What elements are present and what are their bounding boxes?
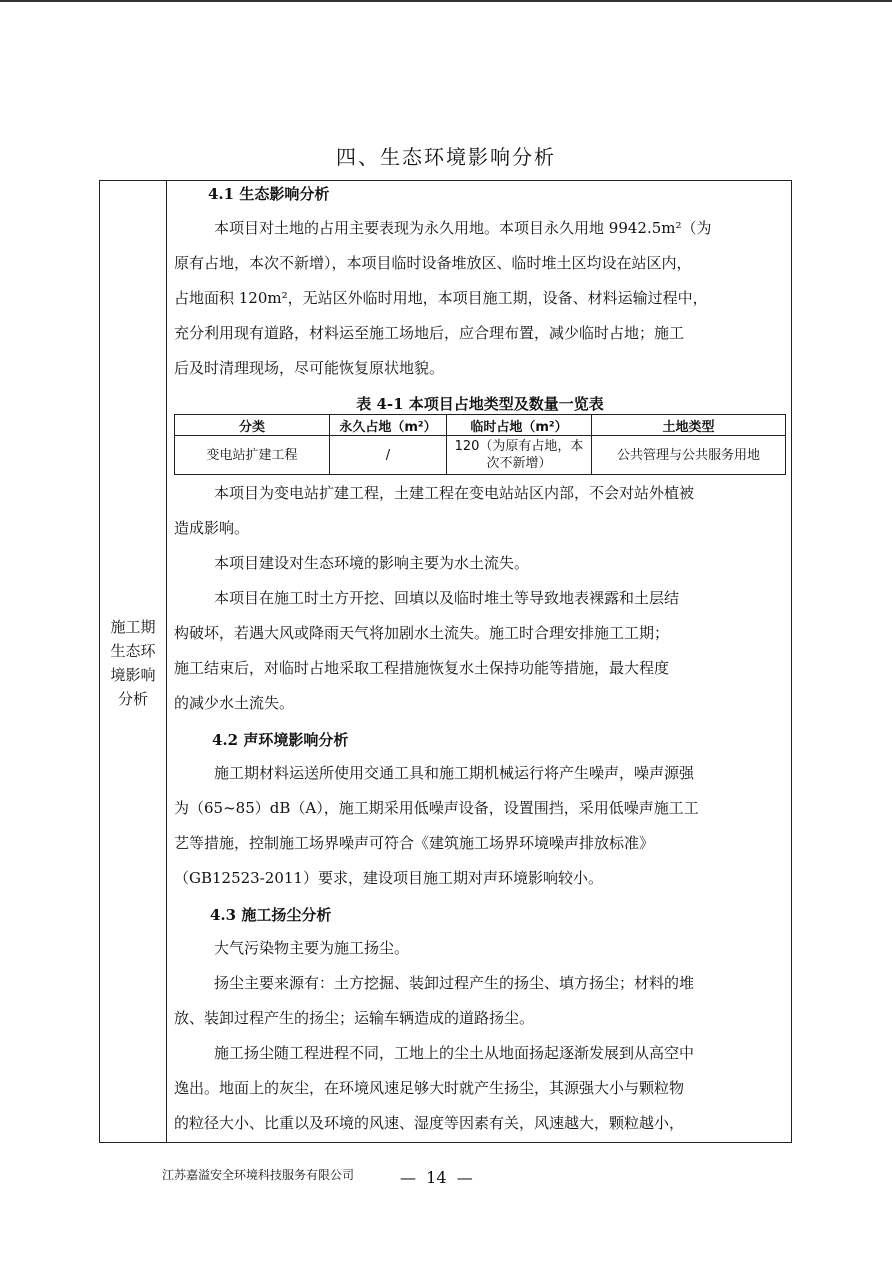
table-cell: 变电站扩建工程 [175,436,330,475]
text-line: 本项目对土地的占用主要表现为永久用地。本项目永久用地 9942.5m²（为 [214,219,712,237]
table-header-cell: 临时占地（m²） [447,415,592,436]
column-divider [166,181,167,1142]
analysis-table-frame [99,180,792,1143]
text-line: 原有占地，本次不新增），本项目临时设备堆放区、临时堆土区均设在站区内， [174,254,692,272]
table-header-row [175,415,786,436]
section-heading-4-3: 4.3 施工扬尘分析 [210,906,332,924]
paragraph-land-use [174,211,786,386]
text-line: 本项目建设对生态环境的影响主要为水土流失。 [214,554,530,572]
table-caption: 表 4-1 本项目占地类型及数量一览表 [356,395,604,413]
text-line: 施工扬尘随工程进程不同，工地上的尘土从地面扬起逐渐发展到从高空中 [214,1044,695,1062]
paragraph-dust-factors [174,1036,786,1141]
text-line: 施工期材料运送所使用交通工具和施工期机械运行将产生噪声，噪声源强 [214,764,695,782]
text-line: 的减少水土流失。 [174,694,295,712]
text-line: 占地面积 120m²，无站区外临时用地，本项目施工期，设备、材料运输过程中， [174,289,708,307]
side-label-line: 生态环 [110,642,156,660]
table-row [175,436,786,475]
table-header-cell: 土地类型 [592,415,786,436]
table-header-cell: 分类 [175,415,330,436]
table-cell: 120（为原有占地，本次不新增） [447,436,592,475]
text-line: 大气污染物主要为施工扬尘。 [214,939,410,957]
side-label-line: 境影响 [110,666,156,684]
text-line: 逸出。地面上的灰尘，在环境风速足够大时就产生扬尘，其源强大小与颗粒物 [174,1079,685,1097]
paragraph-dust-intro [174,931,786,966]
page-title: 四、生态环境影响分析 [336,145,556,170]
table-cell: 公共管理与公共服务用地 [592,436,786,475]
footer-company: 江苏嘉溢安全环境科技服务有限公司 [162,1168,355,1182]
text-line: 扬尘主要来源有：土方挖掘、装卸过程产生的扬尘、填方扬尘；材料的堆 [214,974,695,992]
paragraph-construction-measures [174,581,786,721]
text-line: 后及时清理现场，尽可能恢复原状地貌。 [174,359,445,377]
paragraph-noise [174,756,786,896]
paragraph-soil-erosion [174,546,786,581]
side-label-line: 分析 [117,690,148,708]
section-heading-4-2: 4.2 声环境影响分析 [212,731,349,749]
text-line: 的粒径大小、比重以及环境的风速、湿度等因素有关，风速越大，颗粒越小， [174,1114,685,1132]
section-heading-4-1: 4.1 生态影响分析 [208,185,330,203]
table-header-cell: 永久占地（m²） [330,415,447,436]
land-use-table [174,414,786,475]
text-line: 构破坏，若遇大风或降雨天气将加剧水土流失。施工时合理安排施工工期； [174,624,670,642]
paragraph-substation [174,476,786,546]
side-label-line: 施工期 [110,618,156,636]
text-line: 本项目在施工时土方开挖、回填以及临时堆土等导致地表裸露和土层结 [214,589,680,607]
top-rule [0,0,892,2]
text-line: 本项目为变电站扩建工程，土建工程在变电站站区内部，不会对站外植被 [214,484,695,502]
page-number: — 14 — [400,1168,473,1187]
table-cell: / [330,436,447,475]
paragraph-dust-sources [174,966,786,1036]
text-line: 艺等措施，控制施工场界噪声可符合《建筑施工场界环境噪声排放标准》 [174,834,655,852]
side-label [100,615,166,711]
text-line: （GB12523-2011）要求，建设项目施工期对声环境影响较小。 [174,869,603,887]
text-line: 充分利用现有道路，材料运至施工场地后，应合理布置，减少临时占地；施工 [174,324,685,342]
text-line: 放、装卸过程产生的扬尘；运输车辆造成的道路扬尘。 [174,1009,535,1027]
text-line: 为（65~85）dB（A），施工期采用低噪声设备，设置围挡，采用低噪声施工工 [174,799,699,817]
text-line: 施工结束后，对临时占地采取工程措施恢复水土保持功能等措施，最大程度 [174,659,670,677]
text-line: 造成影响。 [174,519,250,537]
